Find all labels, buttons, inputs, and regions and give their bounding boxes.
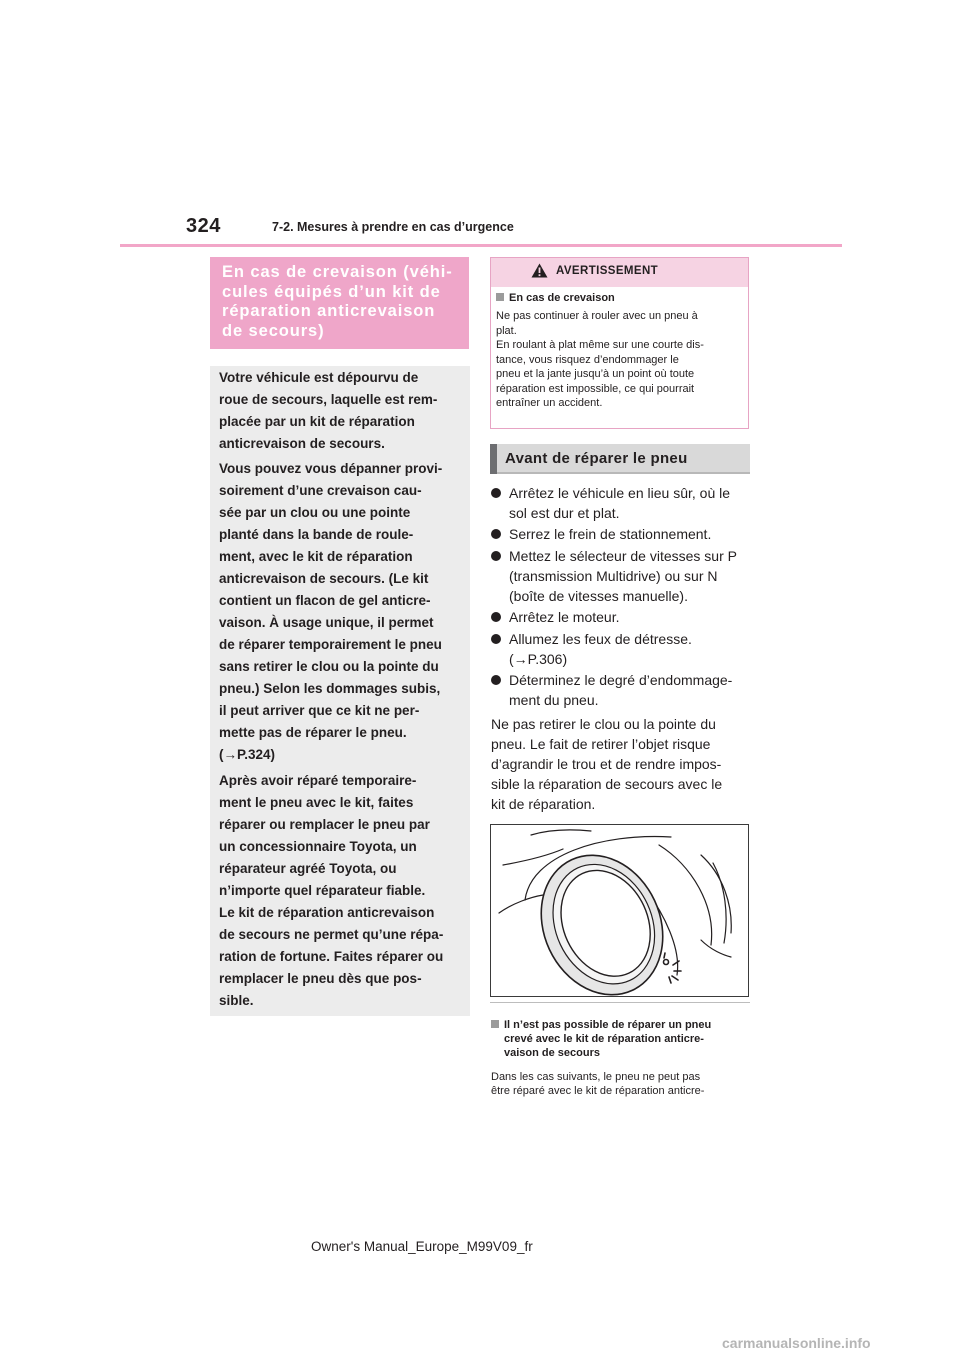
- text-line: Le kit de réparation anticrevaison: [219, 905, 435, 920]
- note-heading: [491, 1018, 753, 1060]
- list-item: [491, 483, 753, 523]
- info-paragraph-3: [219, 770, 469, 1012]
- text-line: n’importe quel réparateur fiable.: [219, 883, 426, 898]
- text-line: il peut arriver que ce kit ne per-: [219, 703, 420, 718]
- text-line: Ne pas retirer le clou ou la pointe du: [491, 716, 716, 732]
- tire-drawing: [491, 825, 749, 997]
- text-line: planté dans la bande de roule-: [219, 527, 414, 542]
- text-line: ment du pneu.: [509, 692, 599, 708]
- text-line: ment, avec le kit de réparation: [219, 549, 413, 564]
- page-number: 324: [186, 215, 221, 237]
- text-line: kit de réparation.: [491, 796, 596, 812]
- warning-triangle-icon: [531, 263, 548, 278]
- text-line: sée par un clou ou une pointe: [219, 505, 411, 520]
- list-item: [491, 546, 753, 606]
- figure-rule: [490, 1002, 750, 1003]
- text-line: Il n’est pas possible de réparer un pneu: [504, 1019, 712, 1031]
- warning-title: AVERTISSEMENT: [556, 265, 659, 277]
- text-line: plat.: [496, 324, 517, 337]
- text-line: contient un flacon de gel anticre-: [219, 593, 431, 608]
- subheading-title: Avant de réparer le pneu: [505, 450, 688, 467]
- text-line: un concessionnaire Toyota, un: [219, 839, 417, 854]
- text-line: vaison. À usage unique, il permet: [219, 615, 434, 630]
- body-paragraph: [491, 714, 753, 814]
- text-line: Vous pouvez vous dépanner provi-: [219, 461, 443, 476]
- text-line: sol est dur et plat.: [509, 505, 620, 521]
- text-line: réparateur agréé Toyota, ou: [219, 861, 397, 876]
- list-item: [491, 670, 753, 710]
- list-item: [491, 629, 753, 669]
- text-line: de réparer temporairement le pneu: [219, 637, 442, 652]
- text-line: sans retirer le clou ou la pointe du: [219, 659, 439, 674]
- text-line: Allumez les feux de détresse.: [509, 631, 692, 647]
- text-line: Serrez le frein de stationnement.: [509, 526, 712, 542]
- info-paragraph-1: [219, 367, 469, 455]
- list-item: [491, 524, 753, 544]
- text-line: roue de secours, laquelle est rem-: [219, 392, 438, 407]
- section-title: 7-2. Mesures à prendre en cas d’urgence: [272, 220, 514, 234]
- text-line: Mettez le sélecteur de vitesses sur P: [509, 548, 737, 564]
- section-heading: [222, 263, 462, 341]
- text-line: (transmission Multidrive) ou sur N: [509, 568, 718, 584]
- bullet-dot-icon: [491, 551, 501, 561]
- subheading-underline: [497, 472, 750, 474]
- text-line: de secours ne permet qu’une répa-: [219, 927, 444, 942]
- text-line: d’agrandir le trou et de rendre impos-: [491, 756, 722, 772]
- text-line: placée par un kit de réparation: [219, 414, 415, 429]
- page-link[interactable]: (→P.324): [219, 747, 276, 762]
- text-line: anticrevaison de secours.: [219, 436, 385, 451]
- text-line: soirement d’une crevaison cau-: [219, 483, 422, 498]
- text-line: anticrevaison de secours. (Le kit: [219, 571, 429, 586]
- text-line: Arrêtez le moteur.: [509, 609, 620, 625]
- text-line: être réparé avec le kit de réparation anticre-: [491, 1085, 705, 1097]
- text-line: réparer ou remplacer le pneu par: [219, 817, 430, 832]
- note-text: [491, 1070, 753, 1098]
- warning-subheading-text: En cas de crevaison: [509, 292, 615, 304]
- square-marker-icon: [496, 293, 504, 301]
- bullet-dot-icon: [491, 675, 501, 685]
- text-line: Votre véhicule est dépourvu de: [219, 370, 419, 385]
- text-line: tance, vous risquez d’endommager le: [496, 353, 679, 366]
- text-line: ment le pneu avec le kit, faites: [219, 795, 414, 810]
- watermark: carmanualsonline.info: [722, 1335, 871, 1351]
- warning-text: [496, 309, 746, 411]
- text-line: mette pas de réparer le pneu.: [219, 725, 407, 740]
- heading-line: réparation anticrevaison: [222, 302, 436, 320]
- bullet-dot-icon: [491, 529, 501, 539]
- text-line: (boîte de vitesses manuelle).: [509, 588, 688, 604]
- page-link[interactable]: (→P.306): [509, 651, 568, 667]
- text-line: Après avoir réparé temporaire-: [219, 773, 417, 788]
- bullet-dot-icon: [491, 612, 501, 622]
- text-line: vaison de secours: [504, 1047, 600, 1059]
- bullet-dot-icon: [491, 488, 501, 498]
- text-line: remplacer le pneu dès que pos-: [219, 971, 422, 986]
- heading-line: En cas de crevaison (véhi-: [222, 263, 453, 281]
- text-line: entraîner un accident.: [496, 397, 603, 409]
- text-line: Déterminez le degré d’endommage-: [509, 672, 733, 688]
- header-rule: [120, 244, 842, 247]
- warning-subheading: [496, 292, 615, 304]
- square-marker-icon: [491, 1020, 499, 1028]
- text-line: pneu.) Selon les dommages subis,: [219, 681, 441, 696]
- tire-illustration: [490, 824, 749, 997]
- subheading-bar: [490, 444, 497, 474]
- info-paragraph-2: [219, 458, 469, 766]
- heading-line: cules équipés d’un kit de: [222, 282, 441, 301]
- footer-text: Owner's Manual_Europe_M99V09_fr: [311, 1239, 533, 1254]
- text-line: En roulant à plat même sur une courte dis-: [496, 339, 704, 351]
- text-line: sible.: [219, 993, 254, 1008]
- list-item: [491, 607, 753, 627]
- text-line: réparation est impossible, ce qui pourrait: [496, 382, 695, 395]
- text-line: Dans les cas suivants, le pneu ne peut pas: [491, 1071, 701, 1083]
- text-line: sible la réparation de secours avec le: [491, 776, 723, 792]
- text-line: crevé avec le kit de réparation anticre-: [504, 1033, 704, 1045]
- text-line: Arrêtez le véhicule en lieu sûr, où le: [509, 485, 731, 501]
- text-line: ration de fortune. Faites réparer ou: [219, 949, 444, 964]
- text-line: pneu et la jante jusqu’à un point où toute: [496, 368, 695, 380]
- bullet-dot-icon: [491, 634, 501, 644]
- text-line: pneu. Le fait de retirer l’objet risque: [491, 736, 711, 752]
- heading-line: de secours): [222, 321, 325, 340]
- text-line: Ne pas continuer à rouler avec un pneu à: [496, 310, 698, 322]
